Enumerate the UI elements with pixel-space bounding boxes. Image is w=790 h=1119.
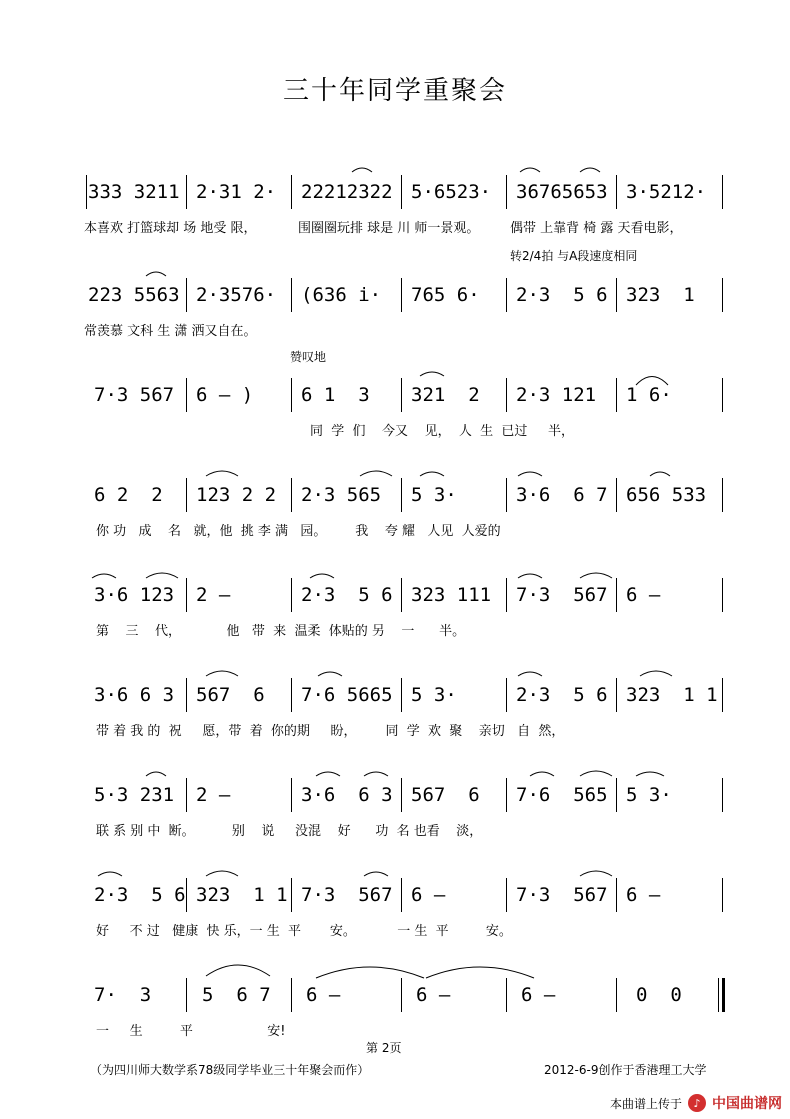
measure: 7·3 567	[516, 584, 608, 606]
measure: 6 –	[626, 884, 661, 906]
site-watermark	[610, 1093, 782, 1113]
lyrics-line-7	[0, 820, 790, 840]
site-logo-icon: ♪	[688, 1094, 706, 1112]
site-logo-text: 中国曲谱网	[712, 1096, 782, 1112]
measure: 323 1 1	[626, 684, 718, 706]
final-barline	[722, 978, 725, 1012]
lyrics-line-9	[0, 1020, 790, 1040]
system-1	[0, 175, 790, 209]
measure: 6 –	[411, 884, 446, 906]
measure: 765 6·	[411, 284, 480, 306]
measure: 3·6 6 3	[94, 684, 175, 706]
measure: 5 6 7	[202, 984, 271, 1006]
tie	[360, 471, 392, 476]
lyrics-line-8	[0, 920, 790, 940]
tie	[364, 872, 388, 876]
measure: 567 6	[196, 684, 265, 706]
expression-annotation: 赞叹地	[290, 350, 327, 364]
measure: 22212322	[301, 181, 393, 203]
barline	[722, 778, 723, 812]
tie	[98, 872, 122, 876]
tie	[420, 472, 444, 476]
tie	[146, 272, 166, 276]
measure: 323 111	[411, 584, 492, 606]
tie	[316, 772, 340, 776]
measure: (636 i·	[301, 284, 382, 306]
lyric-segment: 联 系 别 中 断。 别 说 没混 好 功 名 也看 淡，	[96, 824, 483, 839]
measure: 2 –	[196, 784, 231, 806]
measure: 5·6523·	[411, 181, 492, 203]
measure: 7· 3	[94, 984, 152, 1006]
lyrics-line-6	[0, 720, 790, 740]
tie	[352, 168, 372, 172]
lyric-segment: 你 功 成 名 就，他 挑 李 满 园。 我 夸 耀 人见 人爱的	[96, 524, 501, 539]
measure: 5 3·	[411, 484, 457, 506]
barline	[616, 978, 617, 1012]
measure: 3·6 6 3	[301, 784, 393, 806]
measure: 5·3 231	[94, 784, 175, 806]
measure: 2·3 5 6	[94, 884, 186, 906]
measure: 2·3576·	[196, 284, 277, 306]
measure: 567 6	[411, 784, 480, 806]
tempo-change-annotation: 转2/4拍 与A段速度相同	[510, 249, 638, 263]
measure: 36765653	[516, 181, 608, 203]
system-9	[0, 978, 790, 1012]
tie	[580, 871, 612, 876]
system-2	[0, 278, 790, 312]
measure: 1 6·	[626, 384, 672, 406]
measure: 2·3 565	[301, 484, 382, 506]
barline	[291, 978, 292, 1012]
measure: 6 2 2	[94, 484, 163, 506]
tie	[518, 472, 542, 476]
barline	[506, 978, 507, 1012]
measure: 2 –	[196, 584, 231, 606]
measure: 7·6 5665	[301, 684, 393, 706]
measure: 323 1 1	[196, 884, 288, 906]
measure: 2·31 2·	[196, 181, 277, 203]
barline	[722, 578, 723, 612]
lyric-segment: 带 着 我 的 祝 愿，带 着 你的期 盼， 同 学 欢 聚 亲切 自 然，	[96, 724, 565, 739]
tie	[206, 471, 238, 476]
measure: 323 1	[626, 284, 695, 306]
measure: 3·6 123	[94, 584, 175, 606]
measure: 123 2 2	[196, 484, 277, 506]
tie	[580, 168, 600, 172]
tie	[146, 772, 166, 776]
system-5	[0, 578, 790, 612]
lyrics-line-1	[0, 217, 790, 237]
score-title: 三十年同学重聚会	[282, 76, 507, 106]
measure: 2·3 121	[516, 384, 597, 406]
measure: 2·3 5 6	[516, 284, 608, 306]
measure: 6 – )	[196, 384, 254, 406]
measure: 6 –	[521, 984, 556, 1006]
tie	[650, 472, 670, 476]
measure: 321 2	[411, 384, 480, 406]
barline	[722, 378, 723, 412]
tie	[520, 168, 540, 172]
measure: 2·3 5 6	[516, 684, 608, 706]
tie	[316, 967, 424, 978]
tie	[206, 671, 238, 676]
lyric-segment: 本喜欢 打篮球却 场 地受 限，	[84, 221, 257, 236]
tie	[580, 771, 612, 776]
barline	[401, 978, 402, 1012]
system-3	[0, 378, 790, 412]
tie	[206, 871, 238, 876]
measure: 0 0	[636, 984, 682, 1006]
lyric-segment: 同 学 们 今又 见， 人 生 已过 半，	[310, 424, 575, 439]
barline	[186, 978, 187, 1012]
barline	[722, 278, 723, 312]
tie	[318, 672, 342, 676]
tie	[640, 671, 672, 676]
measure: 3·5212·	[626, 181, 707, 203]
lyrics-line-4	[0, 520, 790, 540]
tie	[518, 672, 542, 676]
lyrics-line-3	[0, 420, 790, 440]
barline	[722, 175, 723, 209]
page-number: 第 2页	[366, 1041, 402, 1055]
system-7	[0, 778, 790, 812]
measure: 7·3 567	[301, 884, 393, 906]
measure: 6 –	[416, 984, 451, 1006]
tie	[420, 372, 444, 376]
measure: 5 3·	[626, 784, 672, 806]
measure: 2·3 5 6	[301, 584, 393, 606]
barline	[722, 878, 723, 912]
system-8	[0, 878, 790, 912]
uploaded-by-label: 本曲谱上传于	[609, 1096, 682, 1111]
measure: 6 –	[306, 984, 341, 1006]
tie	[206, 965, 270, 976]
lyrics-line-5	[0, 620, 790, 640]
tie	[530, 772, 554, 776]
barline	[718, 978, 719, 1012]
measure: 7·6 565	[516, 784, 608, 806]
composition-credit: 2012-6-9创作于香港理工大学	[544, 1063, 707, 1077]
lyric-segment: 一 生 平 安!	[96, 1024, 286, 1039]
tie	[364, 772, 388, 776]
lyric-segment: 第 三 代， 他 带 来 温柔 体贴的 另 一 半。	[96, 624, 466, 639]
lyric-segment: 围圈圈玩排 球是 川 师一景观。	[298, 221, 480, 236]
measure: 3·6 6 7	[516, 484, 608, 506]
measure: 333 3211	[88, 181, 180, 203]
lyric-segment: 好 不 过 健康 快 乐，一 生 平 安。 一 生 平 安。	[96, 924, 512, 939]
lyric-segment: 偶带 上靠背 椅 露 天看电影，	[510, 221, 683, 236]
barline	[722, 678, 723, 712]
tie	[426, 967, 534, 978]
measure: 7·3 567	[516, 884, 608, 906]
lyrics-line-2	[0, 320, 790, 340]
lyric-segment: 常羡慕 文科 生 潇 洒又自在。	[84, 324, 257, 339]
system-6	[0, 678, 790, 712]
measure: 7·3 567	[94, 384, 175, 406]
tie	[636, 772, 664, 776]
measure: 223 5563	[88, 284, 180, 306]
measure: 656 533	[626, 484, 707, 506]
dedication-footer: （为四川师大数学系78级同学毕业三十年聚会而作）	[90, 1063, 370, 1077]
measure: 6 –	[626, 584, 661, 606]
measure: 6 1 3	[301, 384, 370, 406]
system-4	[0, 478, 790, 512]
measure: 5 3·	[411, 684, 457, 706]
barline	[722, 478, 723, 512]
